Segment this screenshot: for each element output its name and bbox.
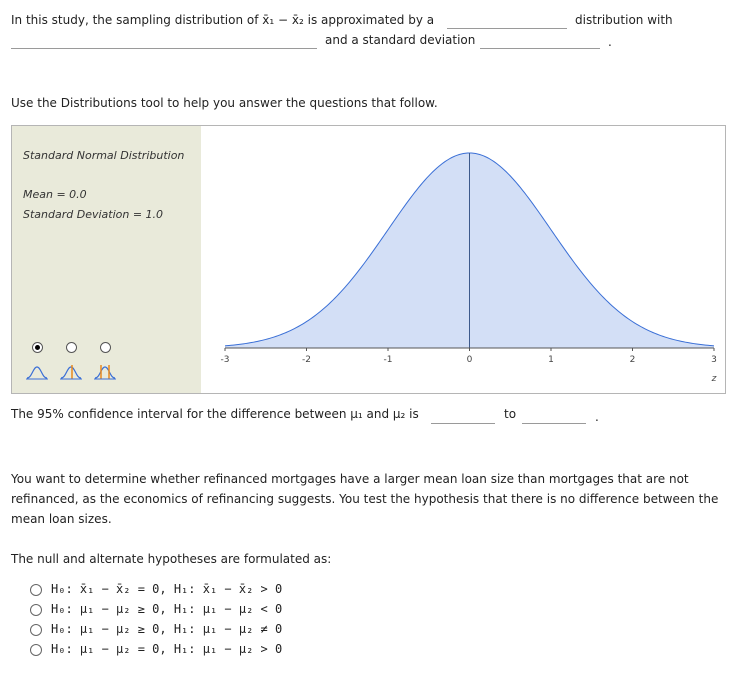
question1-text-part1: In this study, the sampling distribution of x̄₁ − x̄₂ is approximated by a bbox=[11, 13, 435, 27]
mode-radio-two-tail[interactable] bbox=[100, 342, 111, 353]
ci-upper-blank[interactable] bbox=[522, 409, 586, 424]
hypothesis-option-2[interactable]: H₀: μ₁ − μ₂ ≥ 0, H₁: μ₁ − μ₂ < 0 bbox=[51, 602, 283, 616]
question2-text: The 95% confidence interval for the difference between μ₁ and μ₂ is bbox=[11, 407, 419, 421]
ci-lower-blank[interactable] bbox=[431, 409, 495, 424]
hypothesis-option-3[interactable]: H₀: μ₁ − μ₂ ≥ 0, H₁: μ₁ − μ₂ ≠ 0 bbox=[51, 622, 283, 636]
two-tail-icon[interactable] bbox=[94, 364, 116, 380]
x-tick-label: -2 bbox=[302, 355, 311, 365]
distributions-instruction: Use the Distributions tool to help you answer the questions that follow. bbox=[11, 96, 438, 110]
tool-control-panel bbox=[12, 126, 201, 393]
distribution-title: Standard Normal Distribution bbox=[23, 149, 185, 162]
hypothesis-radio-1[interactable] bbox=[30, 584, 42, 596]
x-tick-label: 1 bbox=[548, 355, 554, 365]
sd-label: Standard Deviation = 1.0 bbox=[23, 208, 164, 221]
hypothesis-option-1[interactable]: H₀: x̄₁ − x̄₂ = 0, H₁: x̄₁ − x̄₂ > 0 bbox=[51, 582, 283, 596]
standard-deviation-blank[interactable] bbox=[480, 34, 600, 49]
x-tick-label: 2 bbox=[629, 355, 636, 365]
hypotheses-prompt: The null and alternate hypotheses are formulated as: bbox=[11, 552, 332, 566]
ci-to-label: to bbox=[504, 407, 517, 421]
x-tick-label: -3 bbox=[220, 355, 230, 365]
question1-period: . bbox=[608, 35, 612, 49]
hypothesis-radio-2[interactable] bbox=[30, 604, 42, 616]
question2-period: . bbox=[595, 410, 599, 424]
one-tail-icon[interactable] bbox=[60, 364, 82, 380]
distributions-tool bbox=[11, 125, 726, 394]
hypothesis-radio-3[interactable] bbox=[30, 624, 42, 636]
question1-text-part2: distribution with bbox=[575, 13, 673, 27]
mode-radio-curve[interactable] bbox=[32, 342, 43, 353]
hypothesis-option-4[interactable]: H₀: μ₁ − μ₂ = 0, H₁: μ₁ − μ₂ > 0 bbox=[51, 642, 283, 656]
hypothesis-radio-4[interactable] bbox=[30, 644, 42, 656]
mean-blank[interactable] bbox=[11, 34, 317, 49]
x-tick-label: 0 bbox=[466, 355, 473, 365]
question1-text-part3: and a standard deviation bbox=[325, 33, 476, 47]
distribution-type-blank[interactable] bbox=[447, 14, 567, 29]
normal-distribution-chart[interactable] bbox=[201, 126, 725, 393]
scenario-paragraph: You want to determine whether refinanced mortgages have a larger mean loan size than mortgages that are not refinanced, as the economics of refinancing suggests. You test the hypothesis that there is no difference between the mean loan sizes. bbox=[11, 472, 719, 526]
x-tick-label: -1 bbox=[383, 355, 393, 365]
mode-radio-one-tail[interactable] bbox=[66, 342, 77, 353]
x-tick-label: 3 bbox=[711, 355, 717, 365]
curve-icon[interactable] bbox=[26, 364, 48, 380]
mean-label: Mean = 0.0 bbox=[23, 188, 87, 201]
x-axis-label: z bbox=[711, 374, 717, 384]
